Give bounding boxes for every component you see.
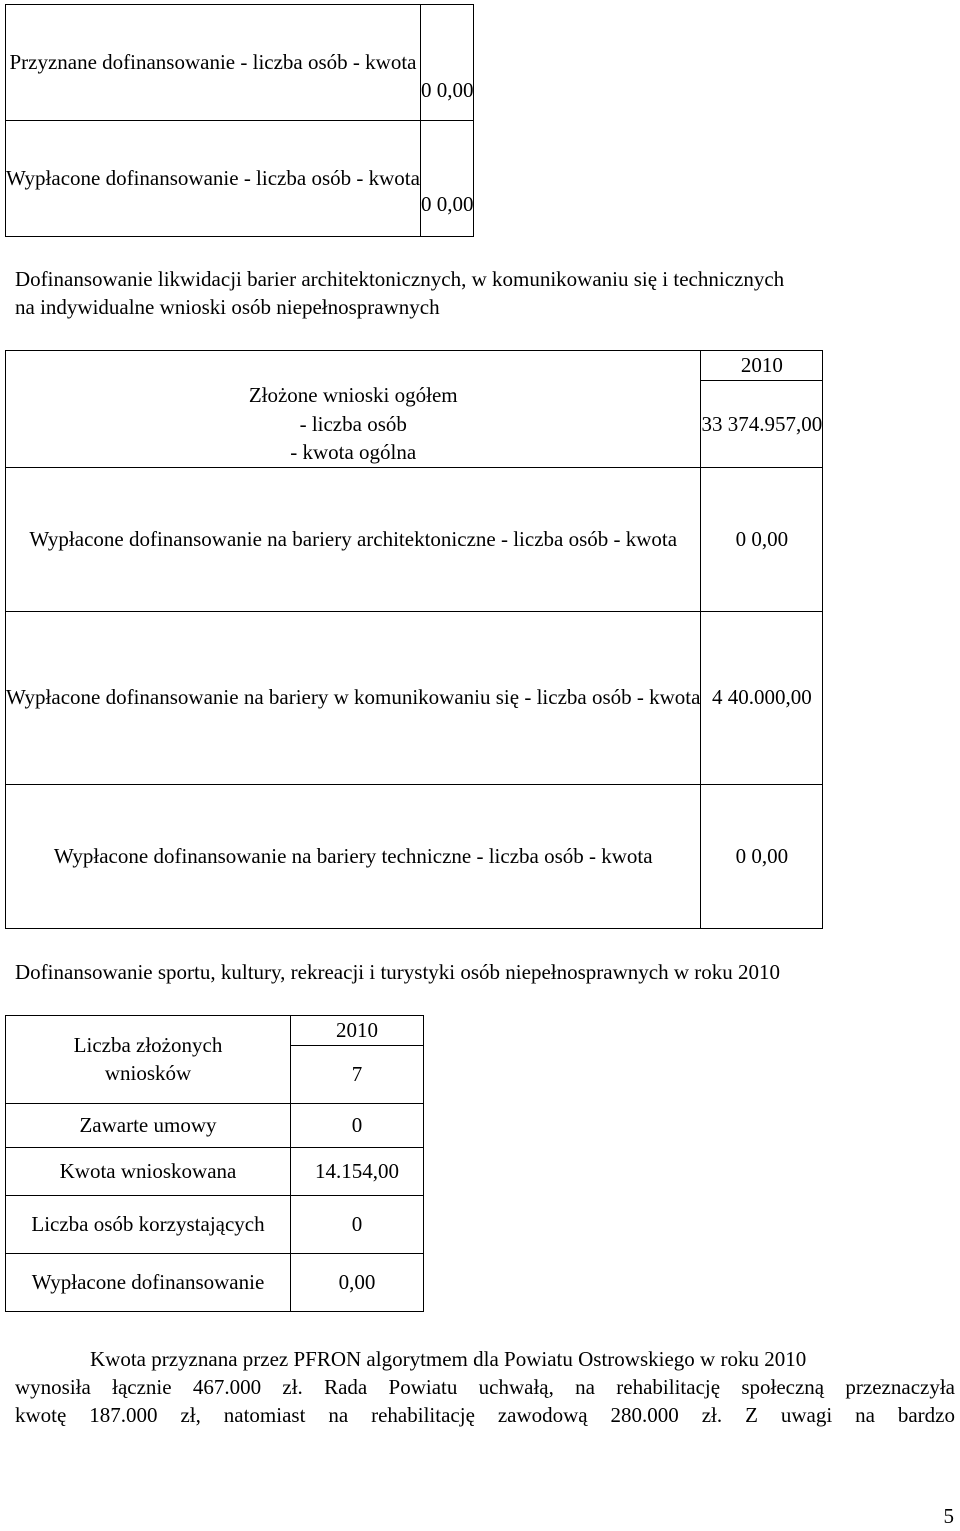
row-value-applications: 33 374.957,00	[701, 381, 823, 467]
table-header-row	[6, 1016, 424, 1046]
paragraph-line-3: kwotę 187.000 zł, natomiast na rehabilitację zawodową 280.000 zł. Z uwagi na bardzo	[15, 1403, 955, 1427]
section-heading-barriers-line2: na indywidualne wnioski osób niepełnosprawnych	[15, 295, 440, 319]
table-row	[6, 1147, 424, 1195]
table-sport	[5, 1015, 424, 1312]
row-value-requested-amount: 14.154,00	[291, 1147, 424, 1195]
row-label-requested-amount: Kwota wnioskowana	[6, 1147, 291, 1195]
row-value-granted: 0 0,00	[420, 5, 474, 121]
row-label-granted: Przyznane dofinansowanie - liczba osób - kwota	[6, 5, 421, 121]
table-row	[6, 467, 823, 611]
table-row	[6, 5, 474, 121]
table-row	[6, 611, 823, 784]
table-row	[6, 121, 474, 237]
table-row	[6, 1103, 424, 1147]
table-granted-paid	[5, 4, 474, 237]
row-label-applications-count: Liczba złożonych wniosków	[6, 1016, 291, 1104]
paragraph-line-1: Kwota przyznana przez PFRON algorytmem dla Powiatu Ostrowskiego w roku 2010	[90, 1347, 807, 1371]
section-heading-sport: Dofinansowanie sportu, kultury, rekreacji i turystyki osób niepełnosprawnych w roku 2010	[15, 960, 780, 984]
paragraph-line-2: wynosiła łącznie 467.000 zł. Rada Powiatu uchwałą, na rehabilitację społeczną przeznaczyła	[15, 1375, 955, 1399]
row-value-communication: 4 40.000,00	[701, 611, 823, 784]
row-value-architectural: 0 0,00	[701, 467, 823, 611]
row-value-contracts: 0	[291, 1103, 424, 1147]
row-value-beneficiaries: 0	[291, 1195, 424, 1253]
row-label-paid-funding: Wypłacone dofinansowanie	[6, 1253, 291, 1311]
table-barriers	[5, 350, 823, 929]
row-value-technical: 0 0,00	[701, 784, 823, 928]
header-empty-cell	[6, 351, 701, 468]
row-label-communication: Wypłacone dofinansowanie na bariery w komunikowaniu się - liczba osób - kwota	[6, 611, 701, 784]
table-row	[6, 1195, 424, 1253]
row-value-applications-count: 7	[291, 1045, 424, 1103]
year-header: 2010	[291, 1016, 424, 1046]
row-value-paid-funding: 0,00	[291, 1253, 424, 1311]
row-value-paid: 0 0,00	[420, 121, 474, 237]
table-row	[6, 784, 823, 928]
row-label-architectural: Wypłacone dofinansowanie na bariery architektoniczne - liczba osób - kwota	[6, 467, 701, 611]
row-label-beneficiaries: Liczba osób korzystających	[6, 1195, 291, 1253]
table-row	[6, 1253, 424, 1311]
year-header: 2010	[701, 351, 823, 381]
row-label-paid: Wypłacone dofinansowanie - liczba osób - kwota	[6, 121, 421, 237]
page-number: 5	[943, 1504, 954, 1528]
row-label-applications: Złożone wnioski ogółem - liczba osób - kwota ogólna	[248, 383, 458, 464]
section-heading-barriers-line1: Dofinansowanie likwidacji barier architektonicznych, w komunikowaniu się i technicznych	[15, 267, 785, 291]
table-header-row	[6, 351, 823, 381]
row-label-technical: Wypłacone dofinansowanie na bariery techniczne - liczba osób - kwota	[6, 784, 701, 928]
row-label-contracts: Zawarte umowy	[6, 1103, 291, 1147]
